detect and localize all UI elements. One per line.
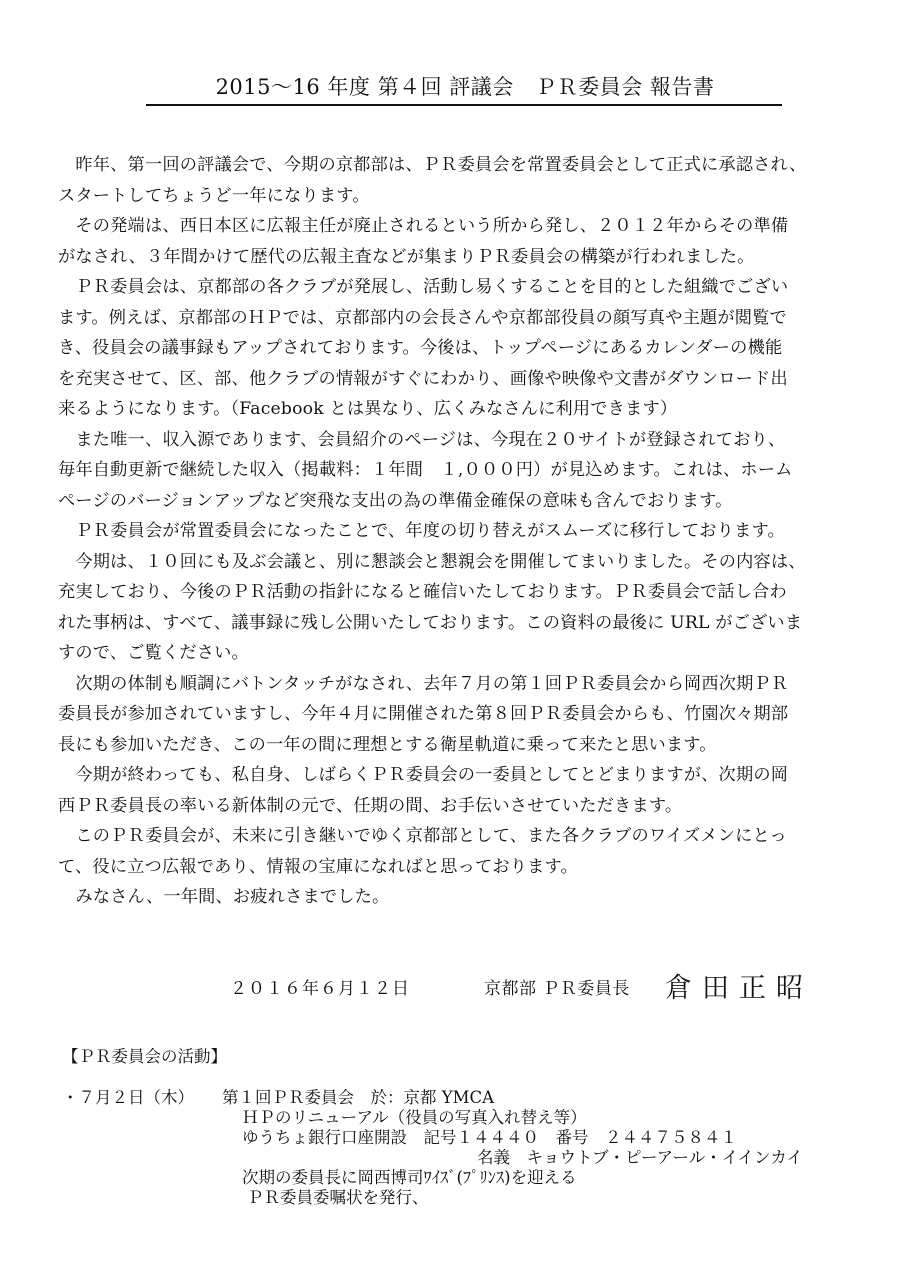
- paragraph-line: その発端は、西日本区に広報主任が廃止されるという所から発し、２０１２年からその準備: [58, 216, 789, 236]
- activity-row: [62, 1088, 852, 1108]
- paragraph-line: 今期が終わっても、私自身、しばらくＰＲ委員会の一委員としてとどまりますが、次期の岡: [58, 765, 789, 785]
- paragraph-line: 次期の体制も順調にバトンタッチがなされ、去年７月の第１回ＰＲ委員会から岡西次期ＰＲ: [58, 673, 789, 694]
- activity-line: ゆうちょ銀行口座開設 記号１４４４０ 番号 ２４４７５８４１: [242, 1128, 737, 1147]
- paragraph-line: ページのバージョンアップなど突飛な支出の為の準備金確保の意味も含んでおります。: [58, 490, 733, 511]
- title-underline: [146, 104, 782, 106]
- paragraph-line: 長にも参加いただき、この一年の間に理想とする衛星軌道に乗って来たと思います。: [58, 734, 717, 755]
- paragraph-line: ＰＲ委員会は、京都部の各クラブが発展し、活動し易くすることを目的とした組織でござい: [58, 277, 789, 297]
- paragraph-line: また唯一、収入源であります、会員紹介のページは、今現在２０サイトが登録されており、: [58, 429, 786, 450]
- activity-line: ＨＰのリニューアル（役員の写真入れ替え等）: [242, 1108, 587, 1127]
- activity-line: 名義 キョウトブ・ピーアール・イインカイ: [477, 1148, 803, 1167]
- activity-list: [62, 1088, 852, 1208]
- paragraph-line: を充実させて、区、部、他クラブの情報がすぐにわかり、画像や映像や文書がダウンロード出: [58, 368, 788, 389]
- activity-date: ・７月２日（木）: [62, 1088, 194, 1107]
- paragraph-line: き、役員会の議事録もアップされております。今後は、トップページにあるカレンダーの機能: [58, 338, 783, 358]
- activity-row: [62, 1108, 852, 1128]
- report-body: [58, 150, 848, 913]
- section-heading: 【ＰＲ委員会の活動】: [62, 1047, 227, 1066]
- paragraph-line: がなされ、３年間かけて歴代の広報主査などが集まりＰＲ委員会の構築が行われました。: [58, 246, 755, 267]
- activity-row: [62, 1148, 852, 1168]
- paragraph-line: ＰＲ委員会が常置委員会になったことで、年度の切り替えがスムーズに移行しております。: [58, 521, 785, 541]
- signature-date: ２０１６年６月１２日: [230, 979, 410, 999]
- paragraph-line: 充実しており、今後のＰＲ活動の指針になると確信いたしております。ＰＲ委員会で話し合わ: [58, 582, 787, 602]
- paragraph-line: ます。例えば、京都部のＨＰでは、京都部内の会長さんや京都部役員の顔写真や主題が閲覧で: [58, 307, 787, 328]
- page-title: 2015～16 年度 第４回 評議会 ＰＲ委員会 報告書: [215, 75, 715, 99]
- paragraph-line: みなさん、一年間、お疲れさまでした。: [58, 887, 390, 907]
- activity-line: 次期の委員長に岡西博司ﾜｲｽﾞ(ﾌﾟﾘﾝｽ)を迎える: [242, 1168, 577, 1187]
- paragraph-line: スタートしてちょうど一年になります。: [58, 185, 370, 206]
- paragraph-line: れた事柄は、すべて、議事録に残し公開いたしております。この資料の最後に URL がございま: [58, 612, 803, 633]
- signature-name: 倉田正昭: [665, 973, 813, 1004]
- paragraph-line: 昨年、第一回の評議会で、今期の京都部は、ＰＲ委員会を常置委員会として正式に承認され、: [58, 155, 807, 175]
- activity-row: [62, 1168, 852, 1188]
- paragraph-line: 委員長が参加されていますし、今年４月に開催された第８回ＰＲ委員会からも、竹園次々期部: [58, 704, 789, 724]
- paragraph-line: すので、ご覧ください。: [58, 643, 249, 663]
- signature-block: [0, 966, 899, 1006]
- paragraph-line: て、役に立つ広報であり、情報の宝庫になればと思っております。: [58, 856, 578, 877]
- signature-role: 京都部 ＰＲ委員長: [484, 979, 630, 999]
- paragraph-line: 来るようになります。（Facebook とは異なり、広くみなさんに利用できます）: [58, 399, 678, 419]
- paragraph-line: 今期は、１０回にも及ぶ会議と、別に懇談会と懇親会を開催してまいりました。その内容は、: [58, 551, 806, 572]
- paragraph-line: 毎年自動更新で継続した収入（掲載料：１年間 １,０００円）が見込めます。これは、ホーム: [58, 460, 793, 480]
- activity-line: ＰＲ委員委嘱状を発行、: [247, 1188, 429, 1207]
- activity-row: [62, 1128, 852, 1148]
- activity-line: 第１回ＰＲ委員会 於：京都 YMCA: [222, 1088, 495, 1107]
- paragraph-line: このＰＲ委員会が、未来に引き継いでゆく京都部として、また各クラブのワイズメンにとっ: [58, 826, 787, 846]
- activity-row: [62, 1188, 852, 1208]
- paragraph-line: 西ＰＲ委員長の率いる新体制の元で、任期の間、お手伝いさせていただきます。: [58, 795, 683, 816]
